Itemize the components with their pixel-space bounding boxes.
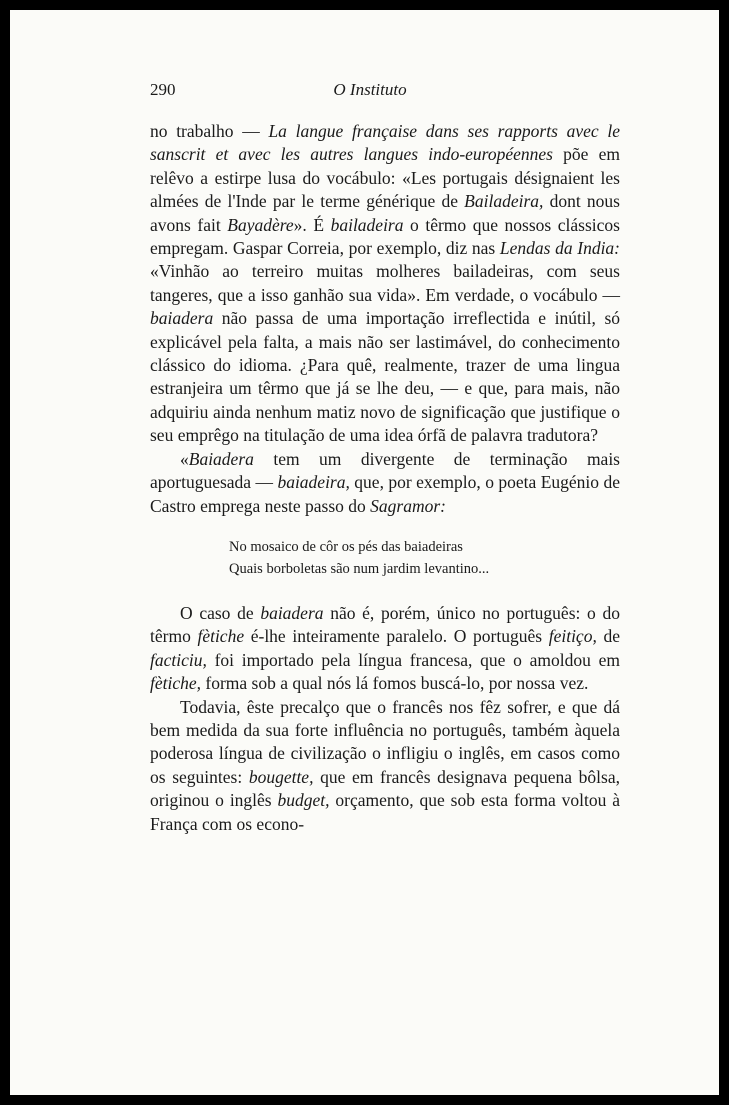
paragraph-2 bbox=[150, 448, 620, 518]
italic-run: fètiche bbox=[197, 626, 245, 647]
text-run: foi importado pela língua francesa, que o amoldou em bbox=[206, 649, 620, 670]
verse-line: No mosaico de côr os pés das baiadeiras bbox=[229, 538, 463, 555]
italic-run: Bailadeira, bbox=[464, 191, 544, 212]
book-page bbox=[10, 10, 719, 1095]
text-run: no trabalho — bbox=[150, 121, 269, 141]
text-run: põe em relêvo a estirpe lusa do vocábulo: «Les portugais désignaient les almées de l'Inde par le terme générique de bbox=[150, 144, 620, 212]
text-run: não é, porém, único no português: o do têrmo bbox=[150, 602, 620, 647]
text-run: «Vinhão ao terreiro muitas molheres bailadeiras, com seus tangeres, que a isso ganhão sua vida». Em verdade, o vocábulo — bbox=[150, 261, 620, 305]
verse-line: Quais borboletas são num jardim levantino... bbox=[229, 560, 490, 577]
text-run: de bbox=[596, 626, 620, 647]
italic-run: feitiço, bbox=[548, 626, 597, 647]
italic-run: Lendas da India: bbox=[499, 238, 621, 259]
italic-run: facticiu, bbox=[150, 649, 207, 670]
italic-run: budget, bbox=[277, 790, 330, 811]
text-run: ». É bbox=[293, 214, 331, 235]
text-run: forma sob a qual nós lá fomos buscá-lo, por nossa vez. bbox=[201, 673, 589, 694]
text-run: tem um divergente de terminação mais aportuguesada — bbox=[150, 448, 620, 493]
paragraph-4 bbox=[150, 696, 620, 836]
page-header bbox=[150, 80, 590, 102]
italic-run: bougette, bbox=[248, 766, 314, 787]
text-run: o têrmo que nossos clássicos empregam. Gaspar Correia, por exemplo, diz nas bbox=[150, 214, 620, 259]
italic-run: Bayadère bbox=[227, 214, 294, 235]
body-text bbox=[150, 120, 620, 836]
text-run: é-lhe inteiramente paralelo. O português bbox=[244, 626, 549, 647]
text-run: não passa de uma importação irreflectida e inútil, só explicável pela falta, a mais não ser lastimável, do conhecimento clássico do idioma. ¿Para quê, realmente, trazer de uma lingua estranjeira um têrmo que já se lhe deu, — e que, para mais, não adquiriu ainda nenhum matiz novo de significação que justifique o seu emprêgo na titulação de uma idea órfã de palavra tradutora? bbox=[150, 308, 620, 446]
verse-quotation bbox=[229, 536, 620, 580]
text-run: que em francês designava pequena bôlsa, originou o inglês bbox=[150, 766, 620, 811]
italic-run: fètiche, bbox=[150, 673, 202, 694]
italic-run: bailadeira bbox=[330, 214, 404, 235]
italic-run: La langue française dans ses rapports avec le sanscrit et avec les autres langues indo-européennes bbox=[150, 121, 620, 165]
italic-run: baiadera bbox=[260, 602, 324, 623]
text-run: que, por exemplo, o poeta Eugénio de Castro emprega neste passo do bbox=[150, 472, 620, 516]
paragraph-1 bbox=[150, 120, 620, 448]
text-run: Todavia, êste precalço que o francês nos fêz sofrer, e que dá bem medida da sua forte influência no português, também àquela poderosa língua de civilização o infligiu o inglês, em casos como os seguintes: bbox=[150, 696, 620, 787]
page-number: 290 bbox=[150, 80, 176, 99]
text-run: dont nous avons fait bbox=[150, 191, 620, 235]
italic-run: Sagramor: bbox=[370, 495, 446, 516]
italic-run: baiadeira, bbox=[277, 472, 350, 493]
text-run: O caso de bbox=[180, 602, 261, 623]
text-run: orçamento, que sob esta forma voltou à França com os econo- bbox=[150, 790, 621, 834]
paragraph-3 bbox=[150, 602, 620, 696]
text-run: « bbox=[180, 448, 189, 469]
italic-run: baiadera bbox=[150, 308, 214, 329]
running-title: O Instituto bbox=[333, 80, 407, 99]
italic-run: Baiadera bbox=[188, 448, 254, 469]
